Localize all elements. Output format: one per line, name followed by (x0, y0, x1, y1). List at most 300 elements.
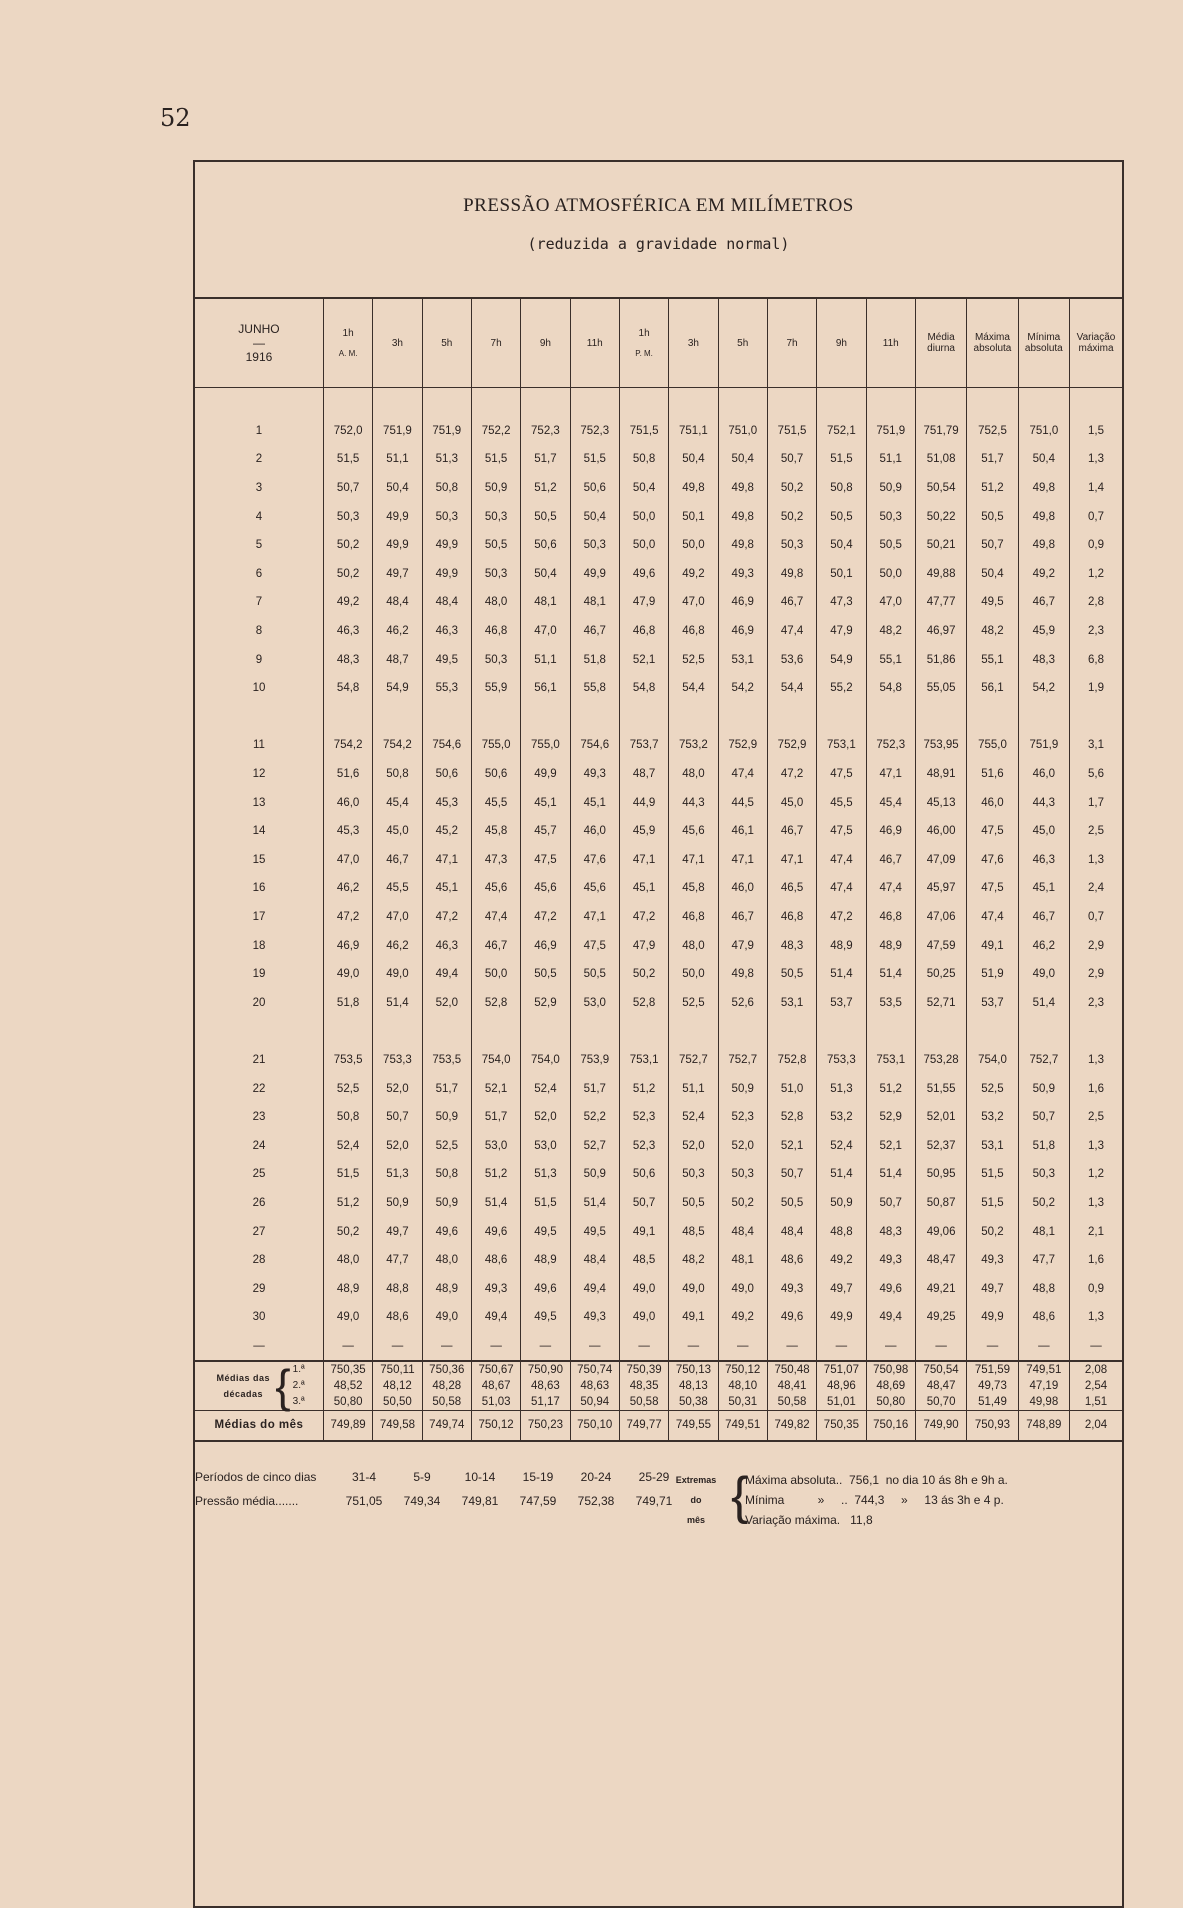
value-cell: 51,7 (570, 1074, 619, 1103)
col-header: 9h (817, 298, 866, 388)
value-cell: 49,3 (767, 1274, 816, 1303)
gap-cell (195, 1017, 323, 1046)
table-subtitle: (reduzida a gravidade normal) (527, 235, 790, 253)
value-cell: 753,28 (915, 1046, 966, 1075)
table-row (195, 788, 1122, 817)
decade-value: 48,52 (333, 1380, 363, 1393)
value-cell: 45,4 (866, 788, 915, 817)
value-cell: 46,9 (866, 817, 915, 846)
day-cell: 4 (255, 510, 263, 523)
value-cell: 52,0 (422, 988, 471, 1017)
table-row (195, 960, 1122, 989)
value-cell: 49,6 (767, 1303, 816, 1332)
value-cell: 48,8 (817, 1217, 866, 1246)
value-cell: 50,2 (619, 960, 668, 989)
value-cell: 50,9 (1018, 1074, 1069, 1103)
value-cell: 49,2 (323, 588, 372, 617)
value-cell: 52,1 (866, 1131, 915, 1160)
value-cell: 50,5 (471, 531, 520, 560)
dash-cell: — (967, 1332, 1018, 1362)
value-cell: 50,4 (718, 445, 767, 474)
periodo-value: 25-29 (638, 1470, 670, 1484)
day-cell: 27 (252, 1225, 266, 1238)
value-cell: 1,5 (1070, 417, 1122, 446)
value-cell: 752,2 (471, 417, 520, 446)
value-cell: 751,9 (373, 417, 422, 446)
value-cell: 54,2 (718, 674, 767, 703)
value-cell: 45,5 (373, 874, 422, 903)
medias-mes-cell: 2,04 (1070, 1411, 1122, 1441)
table-row (195, 988, 1122, 1017)
value-cell: 751,0 (718, 417, 767, 446)
value-cell: 54,8 (619, 674, 668, 703)
value-cell: 49,6 (471, 1217, 520, 1246)
day-cell: 9 (255, 653, 263, 666)
table-row (195, 502, 1122, 531)
value-cell: 48,7 (373, 645, 422, 674)
day-cell: 6 (255, 567, 263, 580)
value-cell: 48,0 (669, 760, 718, 789)
value-cell: 49,6 (619, 560, 668, 589)
value-cell: 52,5 (323, 1074, 372, 1103)
value-cell: 49,7 (373, 560, 422, 589)
col-header: Variação máxima (1070, 298, 1122, 388)
value-cell: 46,3 (323, 617, 372, 646)
day-cell: 20 (252, 996, 266, 1009)
value-cell: 49,6 (866, 1274, 915, 1303)
value-cell: 45,97 (915, 874, 966, 903)
day-cell: 1 (255, 424, 263, 437)
decade-gap (195, 1017, 1122, 1046)
value-cell: 47,2 (767, 760, 816, 789)
table-row (195, 1189, 1122, 1218)
value-cell: 48,8 (373, 1274, 422, 1303)
value-cell: 49,5 (422, 645, 471, 674)
value-cell: 51,4 (471, 1189, 520, 1218)
value-cell: 49,0 (323, 960, 372, 989)
value-cell: 52,3 (619, 1103, 668, 1132)
decade-value: 48,47 (926, 1380, 956, 1393)
value-cell: 2,1 (1070, 1217, 1122, 1246)
pressao-row (195, 1494, 683, 1508)
value-cell: 49,8 (718, 960, 767, 989)
value-cell: 46,9 (323, 931, 372, 960)
value-cell: 2,3 (1070, 988, 1122, 1017)
gap-cell (521, 388, 570, 417)
value-cell: 49,4 (866, 1303, 915, 1332)
decadas-cell (718, 1361, 767, 1411)
value-cell: 50,8 (422, 1160, 471, 1189)
value-cell: 50,9 (866, 474, 915, 503)
value-cell: 49,9 (373, 502, 422, 531)
value-cell: 47,5 (817, 817, 866, 846)
pressao-value: 749,81 (461, 1494, 499, 1508)
value-cell: 51,6 (323, 760, 372, 789)
dash-cell: — (1070, 1332, 1122, 1362)
value-cell: 48,9 (866, 931, 915, 960)
footer (195, 1467, 1122, 1570)
table-row (195, 1046, 1122, 1075)
decade-value: 750,90 (527, 1364, 564, 1377)
value-cell: 752,7 (669, 1046, 718, 1075)
table-row (195, 931, 1122, 960)
gap-cell (767, 703, 816, 732)
value-cell: 53,0 (521, 1131, 570, 1160)
value-cell: 47,4 (967, 903, 1018, 932)
value-cell: 50,4 (373, 474, 422, 503)
value-cell: 48,4 (718, 1217, 767, 1246)
value-cell: 47,2 (817, 903, 866, 932)
value-cell: 55,05 (915, 674, 966, 703)
value-cell: 46,00 (915, 817, 966, 846)
value-cell: 50,5 (967, 502, 1018, 531)
value-cell: 55,1 (866, 645, 915, 674)
value-cell: 47,0 (521, 617, 570, 646)
extremas-line: Máxima absoluta.. 756,1 no dia 10 ás 8h e 9h a. (745, 1473, 1008, 1487)
value-cell: 1,3 (1070, 445, 1122, 474)
decadas-cell (570, 1361, 619, 1411)
value-cell: 46,8 (619, 617, 668, 646)
value-cell: 49,8 (718, 502, 767, 531)
value-cell: 48,7 (619, 760, 668, 789)
medias-mes-cell: 750,10 (570, 1411, 619, 1441)
value-cell: 52,5 (669, 988, 718, 1017)
value-cell: 47,0 (373, 903, 422, 932)
value-cell: 2,9 (1070, 931, 1122, 960)
medias-mes-cell: 749,90 (915, 1411, 966, 1441)
medias-mes-cell: 749,77 (619, 1411, 668, 1441)
col-header: Máxima absoluta (967, 298, 1018, 388)
gap-cell (570, 1017, 619, 1046)
value-cell: 50,7 (373, 1103, 422, 1132)
value-cell: 47,4 (817, 846, 866, 875)
value-cell: 50,0 (669, 531, 718, 560)
value-cell: 50,7 (619, 1189, 668, 1218)
value-cell: 53,7 (967, 988, 1018, 1017)
value-cell: 1,3 (1070, 1046, 1122, 1075)
extremas-block (661, 1467, 1111, 1540)
medias-mes-cell: 748,89 (1018, 1411, 1069, 1441)
value-cell: 48,2 (866, 617, 915, 646)
value-cell: 47,9 (619, 588, 668, 617)
gap-cell (471, 703, 520, 732)
value-cell: 46,9 (718, 588, 767, 617)
decadas-label: Médias das décadas (216, 1373, 271, 1400)
table-row (195, 645, 1122, 674)
value-cell: 54,4 (767, 674, 816, 703)
decadas-cell (422, 1361, 471, 1411)
value-cell: 48,91 (915, 760, 966, 789)
value-cell: 50,6 (619, 1160, 668, 1189)
gap-cell (718, 703, 767, 732)
value-cell: 47,1 (619, 846, 668, 875)
decade-value: 48,41 (777, 1380, 807, 1393)
value-cell: 45,1 (422, 874, 471, 903)
col-header: 5h (422, 298, 471, 388)
periodos-label: Períodos de cinco dias (195, 1470, 317, 1484)
pm-label: P. M. (635, 349, 653, 358)
value-cell: 1,3 (1070, 846, 1122, 875)
value-cell: 47,5 (967, 874, 1018, 903)
value-cell: 50,3 (471, 645, 520, 674)
value-cell: 49,9 (967, 1303, 1018, 1332)
decade-value: 751,59 (974, 1364, 1011, 1377)
value-cell: 50,5 (767, 1189, 816, 1218)
gap-cell (521, 703, 570, 732)
value-cell: 0,7 (1070, 903, 1122, 932)
dash-cell: — (1018, 1332, 1069, 1362)
value-cell: 47,4 (866, 874, 915, 903)
value-cell: 52,5 (422, 1131, 471, 1160)
value-cell: 6,8 (1070, 645, 1122, 674)
value-cell: 46,8 (669, 617, 718, 646)
value-cell: 49,7 (817, 1274, 866, 1303)
value-cell: 50,8 (422, 474, 471, 503)
decadas-cell (669, 1361, 718, 1411)
col-header: 3h (669, 298, 718, 388)
value-cell: 44,3 (669, 788, 718, 817)
table-row (195, 1160, 1122, 1189)
decade-value: 50,31 (728, 1396, 758, 1409)
col-header: 3h (373, 298, 422, 388)
decade-value: 50,58 (629, 1396, 659, 1409)
value-cell: 46,0 (967, 788, 1018, 817)
value-cell: 51,7 (471, 1103, 520, 1132)
value-cell: 46,8 (471, 617, 520, 646)
value-cell: 3,1 (1070, 731, 1122, 760)
value-cell: 753,3 (373, 1046, 422, 1075)
col-header: 11h (866, 298, 915, 388)
value-cell: 45,1 (619, 874, 668, 903)
value-cell: 53,7 (817, 988, 866, 1017)
value-cell: 51,0 (767, 1074, 816, 1103)
value-cell: 52,5 (669, 645, 718, 674)
day-cell: 26 (252, 1196, 266, 1209)
value-cell: 51,2 (967, 474, 1018, 503)
value-cell: 51,1 (866, 445, 915, 474)
value-cell: 51,1 (521, 645, 570, 674)
value-cell: 49,1 (619, 1217, 668, 1246)
table-row (195, 846, 1122, 875)
value-cell: 48,4 (767, 1217, 816, 1246)
value-cell: 53,5 (866, 988, 915, 1017)
gap-cell (570, 703, 619, 732)
value-cell: 51,7 (967, 445, 1018, 474)
value-cell: 50,0 (619, 502, 668, 531)
value-cell: 1,3 (1070, 1303, 1122, 1332)
day-cell: 21 (252, 1053, 266, 1066)
value-cell: 52,4 (817, 1131, 866, 1160)
value-cell: 752,9 (718, 731, 767, 760)
value-cell: 46,0 (718, 874, 767, 903)
value-cell: 47,9 (619, 931, 668, 960)
value-cell: 52,8 (471, 988, 520, 1017)
gap-cell (521, 1017, 570, 1046)
decade-value: 50,38 (679, 1396, 708, 1409)
value-cell: 49,8 (767, 560, 816, 589)
value-cell: 753,1 (619, 1046, 668, 1075)
decade-value: 48,10 (728, 1380, 758, 1393)
dash-cell: — (422, 1332, 471, 1362)
gap-cell (669, 703, 718, 732)
col-header: 9h (521, 298, 570, 388)
value-cell: 45,2 (422, 817, 471, 846)
value-cell: 49,0 (619, 1274, 668, 1303)
value-cell: 754,0 (521, 1046, 570, 1075)
value-cell: 1,7 (1070, 788, 1122, 817)
value-cell: 751,9 (866, 417, 915, 446)
value-cell: 51,2 (619, 1074, 668, 1103)
value-cell: 49,5 (967, 588, 1018, 617)
gap-cell (471, 1017, 520, 1046)
table-row (195, 760, 1122, 789)
value-cell: 46,0 (570, 817, 619, 846)
value-cell: 49,8 (718, 474, 767, 503)
gap-cell (817, 703, 866, 732)
month-dash: — (252, 336, 265, 350)
value-cell: 54,9 (817, 645, 866, 674)
value-cell: 753,5 (422, 1046, 471, 1075)
pressao-label: Pressão média....... (195, 1494, 299, 1508)
value-cell: 46,0 (1018, 760, 1069, 789)
value-cell: 50,87 (915, 1189, 966, 1218)
value-cell: 49,2 (718, 1303, 767, 1332)
decade-value: 750,36 (429, 1364, 465, 1377)
gap-cell (323, 703, 372, 732)
day-cell: 30 (252, 1311, 266, 1324)
value-cell: 49,9 (817, 1303, 866, 1332)
value-cell: 50,3 (718, 1160, 767, 1189)
value-cell: 45,1 (570, 788, 619, 817)
decadas-cell (817, 1361, 866, 1411)
value-cell: 52,3 (619, 1131, 668, 1160)
decade-value: 1,51 (1084, 1396, 1108, 1409)
table-row (195, 560, 1122, 589)
extremas-line: Variação máxima. 11,8 (745, 1513, 873, 1527)
value-cell: 44,3 (1018, 788, 1069, 817)
value-cell: 52,1 (767, 1131, 816, 1160)
value-cell: 47,09 (915, 846, 966, 875)
value-cell: 0,9 (1070, 1274, 1122, 1303)
value-cell: 752,8 (767, 1046, 816, 1075)
pressure-table (195, 297, 1122, 1442)
value-cell: 48,9 (422, 1274, 471, 1303)
value-cell: 47,4 (767, 617, 816, 646)
gap-cell (718, 1017, 767, 1046)
decade-value: 49,98 (1029, 1396, 1059, 1409)
value-cell: 50,9 (570, 1160, 619, 1189)
medias-mes-cell: 750,12 (471, 1411, 520, 1441)
value-cell: 46,7 (570, 617, 619, 646)
value-cell: 50,0 (669, 960, 718, 989)
value-cell: 48,1 (521, 588, 570, 617)
value-cell: 48,9 (521, 1246, 570, 1275)
gap-cell (817, 388, 866, 417)
value-cell: 52,0 (718, 1131, 767, 1160)
value-cell: 51,1 (669, 1074, 718, 1103)
value-cell: 45,0 (1018, 817, 1069, 846)
day-cell: 19 (252, 968, 266, 981)
value-cell: 53,2 (967, 1103, 1018, 1132)
value-cell: 751,9 (1018, 731, 1069, 760)
value-cell: 50,1 (669, 502, 718, 531)
value-cell: 51,4 (866, 960, 915, 989)
month-header (195, 298, 323, 388)
value-cell: 49,8 (1018, 502, 1069, 531)
value-cell: 752,3 (570, 417, 619, 446)
value-cell: 46,7 (471, 931, 520, 960)
value-cell: 49,21 (915, 1274, 966, 1303)
dash-cell: — (767, 1332, 816, 1362)
value-cell: 50,7 (1018, 1103, 1069, 1132)
decade-value: 50,50 (383, 1396, 412, 1409)
table-row (195, 1246, 1122, 1275)
gap-cell (669, 388, 718, 417)
value-cell: 754,0 (967, 1046, 1018, 1075)
gap-cell (817, 1017, 866, 1046)
value-cell: 50,7 (767, 1160, 816, 1189)
value-cell: 47,4 (471, 903, 520, 932)
decade-ordinal: 1.ª (292, 1364, 305, 1376)
value-cell: 48,3 (866, 1217, 915, 1246)
value-cell: 755,0 (967, 731, 1018, 760)
value-cell: 752,3 (521, 417, 570, 446)
day-cell: 28 (252, 1254, 266, 1267)
value-cell: 49,5 (521, 1303, 570, 1332)
decade-value: 51,17 (531, 1396, 560, 1409)
day-cell: 2 (255, 453, 263, 466)
value-cell: 47,1 (866, 760, 915, 789)
value-cell: 50,4 (967, 560, 1018, 589)
table-row (195, 817, 1122, 846)
value-cell: 50,3 (669, 1160, 718, 1189)
value-cell: 49,3 (570, 1303, 619, 1332)
table-row (195, 674, 1122, 703)
value-cell: 48,0 (471, 588, 520, 617)
extremas-lines (745, 1470, 1008, 1530)
gap-cell (422, 388, 471, 417)
gap-cell (915, 388, 966, 417)
value-cell: 49,2 (669, 560, 718, 589)
value-cell: 49,0 (323, 1303, 372, 1332)
value-cell: 53,1 (967, 1131, 1018, 1160)
value-cell: 49,25 (915, 1303, 966, 1332)
dash-cell: — (373, 1332, 422, 1362)
decade-value: 750,74 (577, 1364, 613, 1377)
value-cell: 51,6 (967, 760, 1018, 789)
day-cell: 5 (255, 539, 263, 552)
value-cell: 54,2 (1018, 674, 1069, 703)
decade-value: 750,35 (330, 1364, 366, 1377)
value-cell: 44,5 (718, 788, 767, 817)
decadas-cell (767, 1361, 816, 1411)
value-cell: 48,6 (373, 1303, 422, 1332)
decade-value: 49,73 (978, 1380, 1007, 1393)
value-cell: 752,3 (866, 731, 915, 760)
value-cell: 51,8 (323, 988, 372, 1017)
value-cell: 752,7 (718, 1046, 767, 1075)
value-cell: 751,9 (422, 417, 471, 446)
value-cell: 50,0 (866, 560, 915, 589)
decade-value: 751,07 (823, 1364, 859, 1377)
value-cell: 47,3 (471, 846, 520, 875)
value-cell: 49,06 (915, 1217, 966, 1246)
decade-value: 750,98 (873, 1364, 909, 1377)
value-cell: 46,9 (718, 617, 767, 646)
value-cell: 48,4 (422, 588, 471, 617)
pressao-value: 749,71 (635, 1494, 673, 1508)
decadas-cell (915, 1361, 966, 1411)
